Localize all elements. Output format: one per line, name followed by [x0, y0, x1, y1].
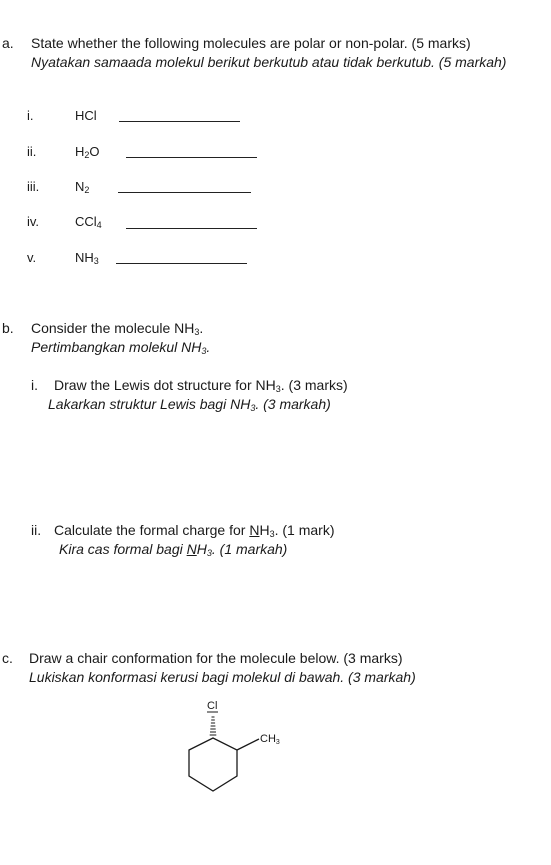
- answer-blank-ii[interactable]: [126, 157, 257, 158]
- question-b-prompt-english: Consider the molecule $NH_3$.: [31, 320, 204, 337]
- answer-blank-v[interactable]: [116, 263, 247, 264]
- question-b-letter: b.: [2, 320, 14, 336]
- item-iii-numeral: iii.: [27, 179, 40, 194]
- question-b-prompt-malay: Pertimbangkan molekul $NH_3$.: [31, 339, 211, 356]
- hashed-wedge-bond: [210, 717, 217, 735]
- methyl-label: CH3: [260, 733, 280, 746]
- answer-blank-iv[interactable]: [126, 228, 257, 229]
- part-b-i-numeral: i.: [31, 377, 38, 393]
- item-ii-numeral: ii.: [27, 144, 37, 159]
- question-a-prompt-malay: Nyatakan samaada molekul berikut berkutub atau tidak berkutub. (5 markah): [31, 54, 507, 70]
- item-v-formula: $NH_3$: [75, 250, 99, 266]
- item-iv-numeral: iv.: [27, 214, 40, 229]
- question-a-prompt-english: State whether the following molecules are polar or non-polar. (5 marks): [31, 35, 471, 51]
- item-i-numeral: i.: [27, 108, 34, 123]
- item-ii-formula: $H_2O$: [75, 144, 100, 160]
- methyl-bond: [237, 739, 259, 750]
- part-b-i-english: Draw the Lewis dot structure for $NH_3$. (3 marks): [54, 377, 348, 394]
- question-c-letter: c.: [2, 650, 13, 666]
- part-b-i-malay: Lakarkan struktur Lewis bagi $NH_3$. (3 markah): [48, 396, 331, 413]
- part-b-ii-malay: Kira cas formal bagi $NH_3$. (1 markah): [59, 541, 288, 558]
- question-a-letter: a.: [2, 35, 14, 51]
- answer-blank-i[interactable]: [119, 121, 240, 122]
- item-i-formula: HCl: [75, 108, 97, 123]
- methylcyclohexane-chloride-structure: [170, 695, 300, 805]
- item-v-numeral: v.: [27, 250, 37, 265]
- part-b-ii-english: Calculate the formal charge for $NH_3$. (1 mark): [54, 522, 335, 539]
- question-c-prompt-english: Draw a chair conformation for the molecule below. (3 marks): [29, 650, 403, 666]
- question-c-prompt-malay: Lukiskan konformasi kerusi bagi molekul di bawah. (3 markah): [29, 669, 416, 685]
- item-iv-formula: CCl$_4$: [75, 214, 102, 230]
- answer-blank-iii[interactable]: [118, 192, 251, 193]
- item-iii-formula: $N_2$: [75, 179, 90, 195]
- part-b-ii-numeral: ii.: [31, 522, 42, 538]
- chlorine-label: Cl: [207, 700, 218, 712]
- cyclohexane-ring: [189, 738, 237, 791]
